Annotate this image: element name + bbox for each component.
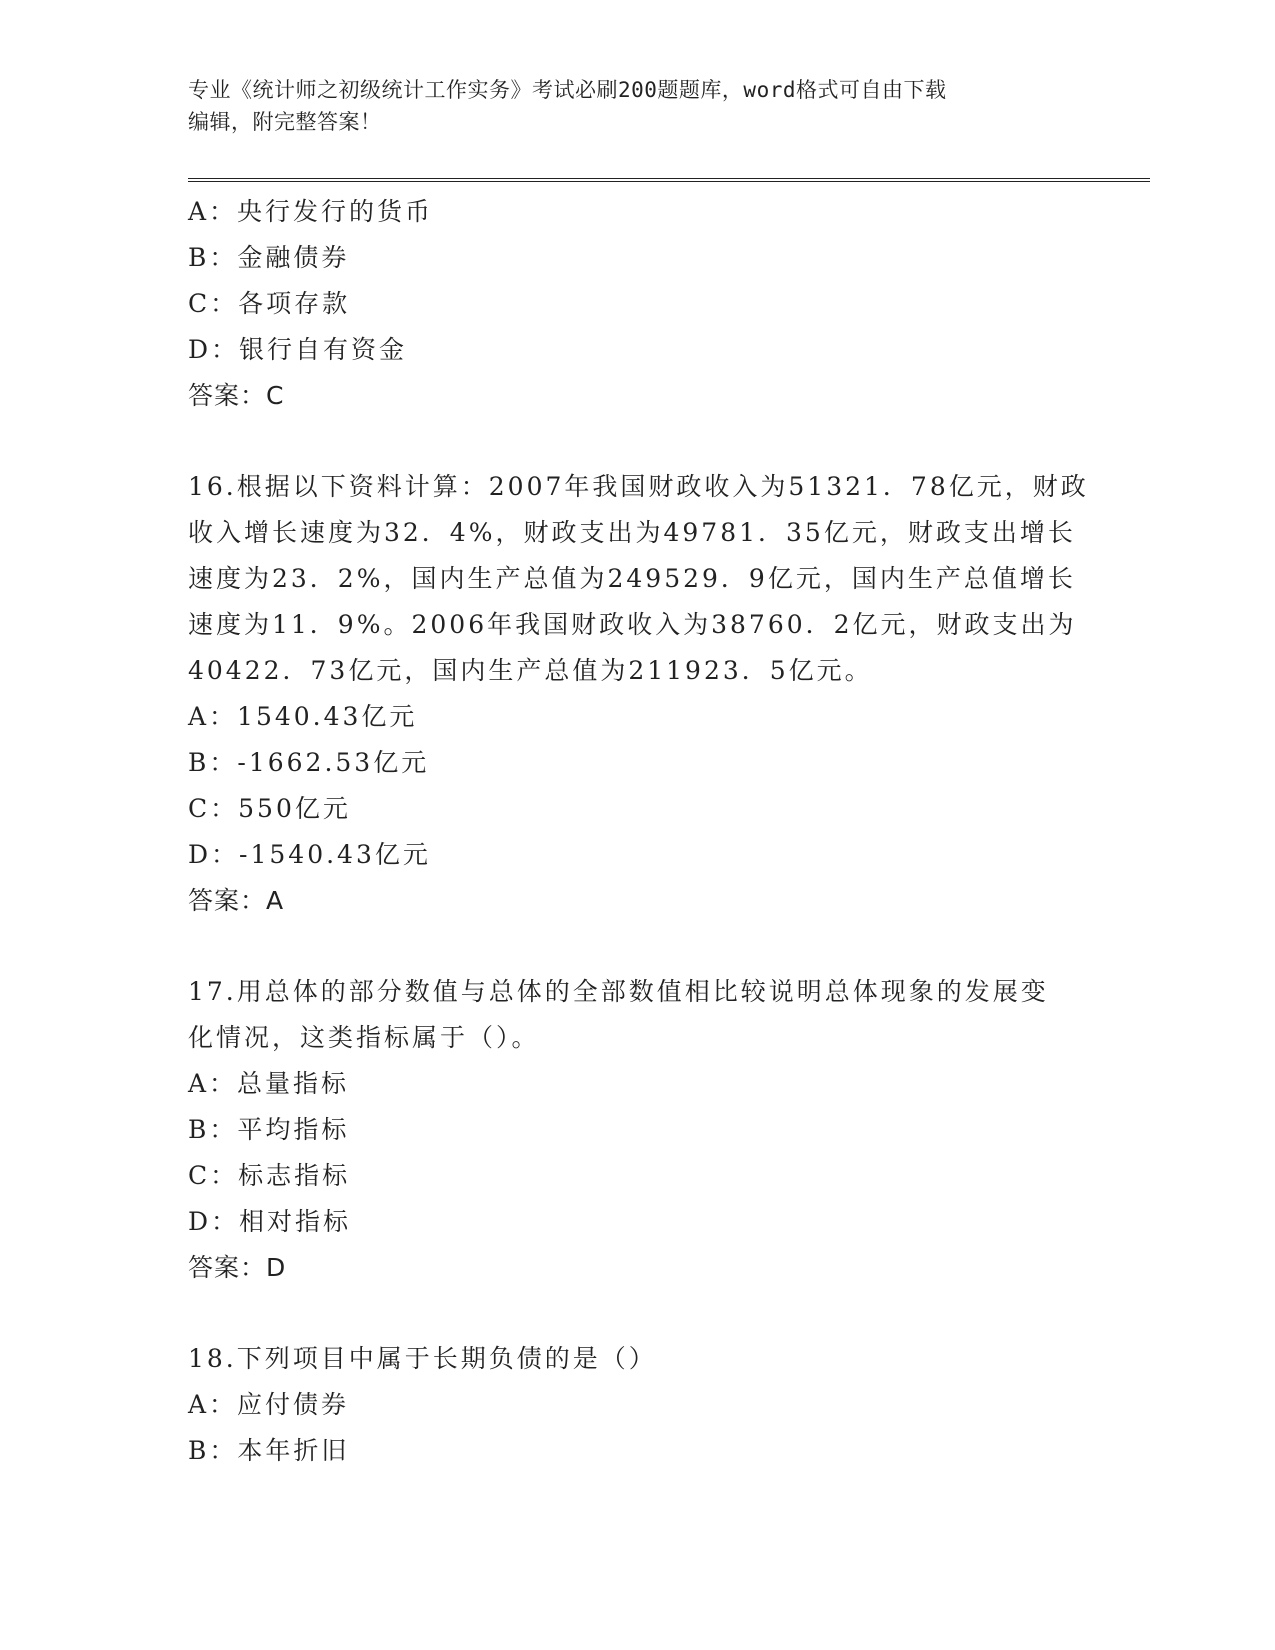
question-18 xyxy=(188,1336,1088,1474)
spacer xyxy=(188,924,1088,969)
option-c: C：标志指标 xyxy=(188,1161,351,1190)
question-16 xyxy=(188,464,1088,924)
option-a: A：总量指标 xyxy=(188,1069,350,1098)
question-stem-line: 速度为11．9%。2006年我国财政收入为38760．2亿元，财政支出为 xyxy=(188,610,1077,639)
question-stem-line: 16.根据以下资料计算：2007年我国财政收入为51321．78亿元，财政 xyxy=(188,472,1089,501)
question-stem-line: 化情况，这类指标属于（）。 xyxy=(188,1023,540,1052)
question-stem-line: 18.下列项目中属于长期负债的是（） xyxy=(188,1344,657,1373)
option-d: D：银行自有资金 xyxy=(188,335,408,364)
spacer xyxy=(188,419,1088,464)
option-c: C：550亿元 xyxy=(188,794,351,823)
option-b: B：金融债券 xyxy=(188,243,350,272)
option-b: B：平均指标 xyxy=(188,1115,350,1144)
spacer xyxy=(188,1291,1088,1336)
option-b: B：本年折旧 xyxy=(188,1436,350,1465)
answer: 答案：A xyxy=(188,886,285,915)
option-d: D：-1540.43亿元 xyxy=(188,840,431,869)
option-c: C：各项存款 xyxy=(188,289,351,318)
answer: 答案：C xyxy=(188,381,285,410)
question-17 xyxy=(188,969,1088,1291)
option-a: A：1540.43亿元 xyxy=(188,702,418,731)
question-stem-line: 40422．73亿元，国内生产总值为211923．5亿元。 xyxy=(188,656,873,685)
question-stem-line: 17.用总体的部分数值与总体的全部数值相比较说明总体现象的发展变 xyxy=(188,977,1049,1006)
question-15 xyxy=(188,189,1088,419)
option-b: B：-1662.53亿元 xyxy=(188,748,430,777)
document-header xyxy=(188,74,1088,138)
question-stem-line: 收入增长速度为32．4%，财政支出为49781．35亿元，财政支出增长 xyxy=(188,518,1076,547)
answer: 答案：D xyxy=(188,1253,287,1282)
header-line-1: 专业《统计师之初级统计工作实务》考试必刷200题题库，word格式可自由下载 xyxy=(188,78,947,102)
header-divider xyxy=(188,178,1150,182)
document-body xyxy=(188,189,1088,1474)
header-line-2: 编辑，附完整答案！ xyxy=(188,110,382,134)
option-a: A：央行发行的货币 xyxy=(188,197,434,226)
option-a: A：应付债券 xyxy=(188,1390,350,1419)
option-d: D：相对指标 xyxy=(188,1207,352,1236)
question-stem-line: 速度为23．2%，国内生产总值为249529．9亿元，国内生产总值增长 xyxy=(188,564,1076,593)
